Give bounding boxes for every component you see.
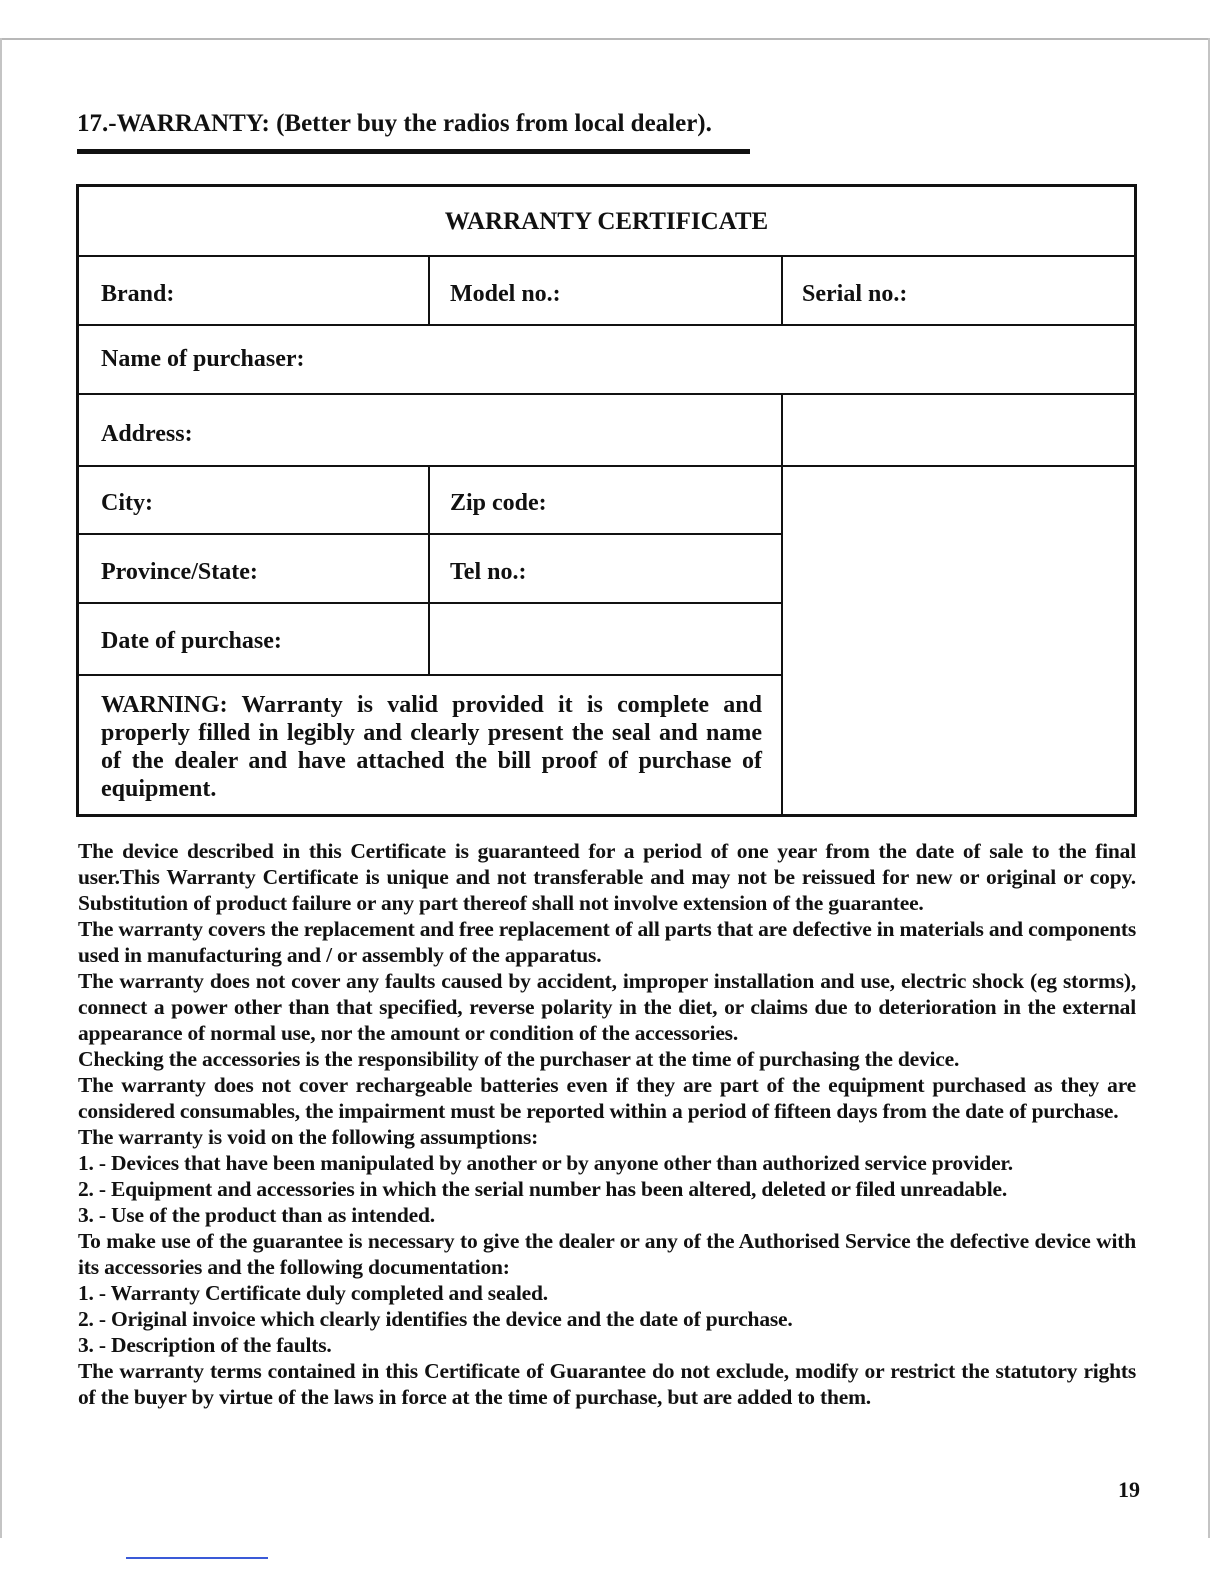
- page-top-border: [0, 38, 1210, 40]
- col-divider-seal-area: [781, 393, 783, 817]
- city-label: City:: [101, 490, 153, 516]
- tel-label: Tel no.:: [450, 559, 527, 585]
- terms-paragraph: The warranty covers the replacement and free replacement of all parts that are defective in materials and components used in manufacturing and / or assembly of the apparatus.: [78, 917, 1136, 967]
- terms-list-item: 1. - Warranty Certificate duly completed and sealed.: [78, 1281, 548, 1305]
- rule-below-brand-row: [76, 324, 1137, 326]
- warranty-certificate-form: [76, 184, 1137, 817]
- terms-paragraph: The warranty is void on the following assumptions:: [78, 1125, 539, 1149]
- terms-paragraph: To make use of the guarantee is necessary to give the dealer or any of the Authorised Service the defective device with its accessories and the following documentation:: [78, 1229, 1136, 1279]
- col-divider-brand-model: [428, 255, 430, 325]
- heading-underline: [77, 149, 750, 154]
- terms-list-item: 1. - Devices that have been manipulated by another or by anyone other than authorized service provider.: [78, 1151, 1013, 1175]
- date-label: Date of purchase:: [101, 628, 282, 654]
- rule-below-title: [76, 255, 1137, 257]
- warranty-terms: [78, 838, 1136, 1410]
- col-divider-city-zip: [428, 465, 430, 675]
- terms-list-item: 2. - Original invoice which clearly identifies the device and the date of purchase.: [78, 1307, 793, 1331]
- purchaser-label: Name of purchaser:: [101, 346, 305, 372]
- terms-list-item: 3. - Description of the faults.: [78, 1333, 332, 1357]
- col-divider-model-serial: [781, 255, 783, 325]
- certificate-title: WARRANTY CERTIFICATE: [444, 208, 769, 235]
- section-heading: 17.-WARRANTY: (Better buy the radios from local dealer).: [77, 110, 712, 137]
- terms-paragraph: Checking the accessories is the responsibility of the purchaser at the time of purchasing the device.: [78, 1047, 960, 1071]
- terms-paragraph: The device described in this Certificate is guaranteed for a period of one year from the date of sale to the final user.This Warranty Certificate is unique and not transferable and may not be reissued for new or original or copy. Substitution of product failure or any part thereof shall not involve extension of the guarantee.: [78, 839, 1136, 915]
- province-label: Province/State:: [101, 559, 258, 585]
- page-left-border: [0, 38, 2, 1538]
- page-right-border: [1208, 38, 1210, 1538]
- rule-below-purchaser-row: [76, 393, 1137, 395]
- terms-paragraph: The warranty terms contained in this Certificate of Guarantee do not exclude, modify or restrict the statutory rights of the buyer by virtue of the laws in force at the time of purchase, but are added to them.: [78, 1359, 1136, 1409]
- rule-below-address-row: [76, 465, 1137, 467]
- link-underline[interactable]: [126, 1557, 268, 1559]
- zip-label: Zip code:: [450, 490, 547, 516]
- terms-list-item: 3. - Use of the product than as intended.: [78, 1203, 435, 1227]
- terms-paragraph: The warranty does not cover any faults caused by accident, improper installation and use, electric shock (eg storms), connect a power other than that specified, reverse polarity in the diet, or claims due to deterioration in the external appearance of normal use, nor the amount or condition of the accessories.: [78, 969, 1136, 1045]
- warranty-warning: WARNING: Warranty is valid provided it is complete and properly filled in legibly and clearly present the seal and name of the dealer and have attached the bill proof of purchase of equipment.: [101, 692, 762, 802]
- terms-paragraph: The warranty does not cover rechargeable batteries even if they are part of the equipment purchased as they are considered consumables, the impairment must be reported within a period of fifteen days from the date of purchase.: [78, 1073, 1136, 1123]
- terms-list-item: 2. - Equipment and accessories in which the serial number has been altered, deleted or filed unreadable.: [78, 1177, 1008, 1201]
- brand-label: Brand:: [101, 281, 175, 307]
- address-label: Address:: [101, 421, 193, 447]
- model-label: Model no.:: [450, 281, 561, 307]
- serial-label: Serial no.:: [802, 281, 908, 307]
- page-number: 19: [1118, 1477, 1140, 1502]
